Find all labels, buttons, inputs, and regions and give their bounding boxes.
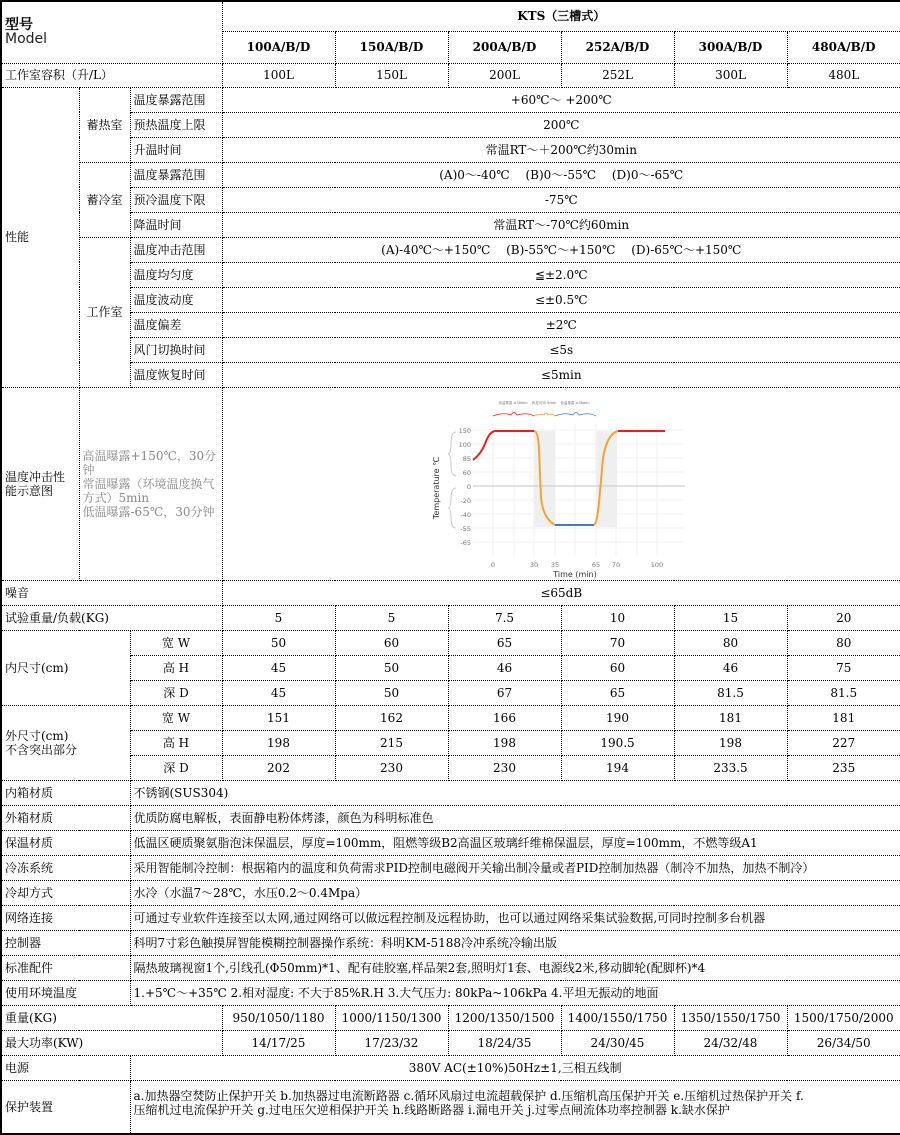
power-value: 14/17/25 xyxy=(222,1030,335,1055)
dim-value: 162 xyxy=(335,705,448,730)
performance-label: 性能 xyxy=(1,87,79,387)
shock-diagram-label: 温度冲击性能示意图 xyxy=(1,387,79,580)
dim-value: 81.5 xyxy=(787,680,900,705)
y-axis-label: Temperature ℃ xyxy=(431,456,441,520)
dim-label: 深 D xyxy=(130,680,222,705)
svg-text:100: 100 xyxy=(650,561,663,569)
perf-row-label: 预热温度上限 xyxy=(130,112,222,137)
spec-value: 优质防腐电解板，表面静电粉体烤漆，颜色为科明标准色 xyxy=(130,805,900,830)
description-line: 常温曝露（环境温度换气方式）5min xyxy=(82,476,215,505)
svg-text:30: 30 xyxy=(529,561,538,569)
spec-value: 隔热玻璃视窗1个,引线孔(Φ50mm)*1、配有硅胶塞,样品架2套,照明灯1套、电源线2米,移动脚轮(配脚杯)*4 xyxy=(130,955,900,980)
inner-size-label: 内尺寸(cm) xyxy=(1,630,130,705)
dim-label: 深 D xyxy=(130,755,222,780)
dim-label: 高 H xyxy=(130,655,222,680)
model-column: 252A/B/D xyxy=(561,31,674,63)
dim-value: 80 xyxy=(787,630,900,655)
spec-label: 外箱材质 xyxy=(1,805,130,830)
model-label-en: Model xyxy=(5,31,48,48)
perf-row-label: 温度波动度 xyxy=(130,287,222,312)
svg-text:60: 60 xyxy=(462,469,471,477)
spec-label: 使用环境温度 xyxy=(1,980,130,1005)
protection-label: 保护装置 xyxy=(1,1080,130,1134)
perf-row-label: 温度恢复时间 xyxy=(130,362,222,387)
svg-text:35: 35 xyxy=(550,561,559,569)
dim-value: 46 xyxy=(674,655,787,680)
weight-value: 1350/1550/1750 xyxy=(674,1005,787,1030)
svg-text:0: 0 xyxy=(466,483,471,491)
dim-value: 166 xyxy=(448,705,561,730)
perf-row-value: 200℃ xyxy=(222,112,900,137)
power-value: 24/32/48 xyxy=(674,1030,787,1055)
perf-row-label: 温度均匀度 xyxy=(130,262,222,287)
spec-value: 科明7寸彩色触摸屏智能模糊控制器操作系统：科明KM-5188冷冲系统冷输出版 xyxy=(130,930,900,955)
weight-value: 1200/1350/1500 xyxy=(448,1005,561,1030)
dim-value: 81.5 xyxy=(674,680,787,705)
perf-row-label: 温度暴露范围 xyxy=(130,162,222,187)
protection-line-1: a.加热器空焚防止保护开关 b.加热器过电流断路器 c.循环风扇过电流超载保护 d.压缩机高压保护开关 e.压缩机过热保护开关 f. xyxy=(133,1088,804,1103)
load-label: 试验重量/负载(KG) xyxy=(1,605,222,630)
svg-text:100: 100 xyxy=(458,441,471,449)
model-header xyxy=(1,1,222,63)
supply-label: 电源 xyxy=(1,1055,130,1080)
weight-value: 1000/1150/1300 xyxy=(335,1005,448,1030)
spec-value: 采用智能制冷控制：根据箱内的温度和负荷需求PID控制电磁阀开关输出制冷量或者PID控制加热器（制冷不加热，加热不制冷） xyxy=(130,855,900,880)
noise-label: 噪音 xyxy=(1,580,222,605)
perf-group-heat: 蓄热室 xyxy=(79,87,130,162)
dim-value: 198 xyxy=(674,730,787,755)
model-label-cn: 型号 xyxy=(5,17,33,34)
dim-value: 65 xyxy=(448,630,561,655)
outer-size-label-line2: 不含突出部分 xyxy=(5,742,78,757)
weight-value: 1500/1750/2000 xyxy=(787,1005,900,1030)
perf-row-value: ±2℃ xyxy=(222,312,900,337)
dim-value: 60 xyxy=(561,655,674,680)
dim-value: 181 xyxy=(674,705,787,730)
dim-value: 50 xyxy=(222,630,335,655)
perf-row-label: 温度冲击范围 xyxy=(130,237,222,262)
perf-row-value: (A)0～-40℃ (B)0～-55℃ (D)0～-65℃ xyxy=(222,162,900,187)
dim-value: 45 xyxy=(222,680,335,705)
volume-value: 252L xyxy=(561,63,674,87)
svg-text:70: 70 xyxy=(611,561,620,569)
weight-value: 950/1050/1180 xyxy=(222,1005,335,1030)
dim-value: 230 xyxy=(448,755,561,780)
dim-value: 235 xyxy=(787,755,900,780)
protection-value xyxy=(130,1080,900,1134)
volume-value: 480L xyxy=(787,63,900,87)
dim-value: 75 xyxy=(787,655,900,680)
load-value: 5 xyxy=(335,605,448,630)
dim-value: 198 xyxy=(222,730,335,755)
outer-size-label xyxy=(1,705,130,780)
dim-value: 67 xyxy=(448,680,561,705)
power-value: 24/30/45 xyxy=(561,1030,674,1055)
dim-value: 46 xyxy=(448,655,561,680)
volume-value: 300L xyxy=(674,63,787,87)
weight-label: 重量(KG) xyxy=(1,1005,222,1030)
perf-row-value: (A)-40℃～+150℃ (B)-55℃～+150℃ (D)-65℃～+150℃ xyxy=(222,237,900,262)
model-column: 100A/B/D xyxy=(222,31,335,63)
volume-label: 工作室容积（升/L） xyxy=(1,63,222,87)
protection-line-2: 压缩机过电流保护开关 g.过电压欠逆相保护开关 h.线路断路器 i.漏电开关 j.过零点闸流体功率控制器 k.缺水保护 xyxy=(133,1102,730,1117)
svg-text:-55: -55 xyxy=(459,525,471,533)
shock-diagram-description xyxy=(79,387,222,580)
model-column: 480A/B/D xyxy=(787,31,900,63)
svg-text:150: 150 xyxy=(458,427,471,435)
svg-text:65: 65 xyxy=(591,561,600,569)
dim-value: 151 xyxy=(222,705,335,730)
dim-value: 230 xyxy=(335,755,448,780)
outer-size-label-line1: 外尺寸(cm) xyxy=(5,728,69,743)
dim-value: 60 xyxy=(335,630,448,655)
volume-value: 200L xyxy=(448,63,561,87)
perf-row-value: ≦±2.0℃ xyxy=(222,262,900,287)
dim-value: 181 xyxy=(787,705,900,730)
dim-value: 215 xyxy=(335,730,448,755)
perf-row-label: 预冷温度下限 xyxy=(130,187,222,212)
perf-row-value: 常温RT～-70℃约60min xyxy=(222,212,900,237)
description-line: 低温曝露-65℃，30分钟 xyxy=(82,504,215,519)
series-title: KTS（三槽式） xyxy=(222,1,900,31)
load-value: 20 xyxy=(787,605,900,630)
dim-value: 65 xyxy=(561,680,674,705)
dim-value: 202 xyxy=(222,755,335,780)
svg-text:-20: -20 xyxy=(459,497,471,505)
spec-label: 保温材质 xyxy=(1,830,130,855)
volume-value: 150L xyxy=(335,63,448,87)
power-value: 18/24/35 xyxy=(448,1030,561,1055)
load-value: 7.5 xyxy=(448,605,561,630)
spec-value: 不锈钢(SUS304) xyxy=(130,780,900,805)
perf-row-value: ≤±0.5℃ xyxy=(222,287,900,312)
load-value: 15 xyxy=(674,605,787,630)
model-column: 300A/B/D xyxy=(674,31,787,63)
dim-value: 190 xyxy=(561,705,674,730)
dim-value: 50 xyxy=(335,680,448,705)
brace-label-recovery: 恢复时间 5min xyxy=(531,401,556,405)
power-label: 最大功率(KW) xyxy=(1,1030,222,1055)
dim-value: 80 xyxy=(674,630,787,655)
perf-row-label: 降温时间 xyxy=(130,212,222,237)
dim-label: 宽 W xyxy=(130,630,222,655)
brace-label-cold: 低温暴露 ≥30min xyxy=(559,401,590,405)
spec-label: 内箱材质 xyxy=(1,780,130,805)
perf-row-value: 常温RT～＋200℃约30min xyxy=(222,137,900,162)
dim-value: 45 xyxy=(222,655,335,680)
dim-value: 198 xyxy=(448,730,561,755)
perf-row-value: +60℃～ +200℃ xyxy=(222,87,900,112)
spec-label: 冷却方式 xyxy=(1,880,130,905)
perf-row-label: 温度暴露范围 xyxy=(130,87,222,112)
svg-text:-65: -65 xyxy=(459,539,471,547)
spec-value: 水冷（水温7～28℃，水压0.2～0.4Mpa） xyxy=(130,880,900,905)
volume-value: 100L xyxy=(222,63,335,87)
dim-value: 227 xyxy=(787,730,900,755)
perf-group-cold: 蓄冷室 xyxy=(79,162,130,237)
brace-label-hot: 高温暴露 ≥30min xyxy=(497,401,528,405)
dim-value: 50 xyxy=(335,655,448,680)
spec-value: 低温区硬质聚氨脂泡沫保温层，厚度=100mm，阻燃等级B2高温区玻璃纤维棉保温层，厚度=100mm，不燃等级A1 xyxy=(130,830,900,855)
svg-text:0: 0 xyxy=(490,561,495,569)
perf-row-label: 升温时间 xyxy=(130,137,222,162)
shock-diagram-cell xyxy=(222,387,900,580)
load-value: 5 xyxy=(222,605,335,630)
supply-value: 380V AC(±10%)50Hz±1,三相五线制 xyxy=(130,1055,900,1080)
dim-label: 高 H xyxy=(130,730,222,755)
spec-label: 标准配件 xyxy=(1,955,130,980)
model-column: 150A/B/D xyxy=(335,31,448,63)
dim-value: 70 xyxy=(561,630,674,655)
spec-value: 1.+5℃～+35℃ 2.相对湿度: 不大于85%R.H 3.大气压力: 80kPa~106kPa 4.平坦无振动的地面 xyxy=(130,980,900,1005)
dim-value: 190.5 xyxy=(561,730,674,755)
temperature-shock-chart xyxy=(423,388,693,579)
svg-text:-40: -40 xyxy=(459,511,471,519)
noise-value: ≤65dB xyxy=(222,580,900,605)
perf-row-value: ≤5s xyxy=(222,337,900,362)
x-axis-label: Time (min) xyxy=(552,570,597,579)
perf-row-label: 温度偏差 xyxy=(130,312,222,337)
model-column: 200A/B/D xyxy=(448,31,561,63)
svg-text:85: 85 xyxy=(462,455,471,463)
power-value: 17/23/32 xyxy=(335,1030,448,1055)
power-value: 26/34/50 xyxy=(787,1030,900,1055)
dim-value: 233.5 xyxy=(674,755,787,780)
spec-label: 网络连接 xyxy=(1,905,130,930)
perf-row-label: 风门切换时间 xyxy=(130,337,222,362)
spec-label: 控制器 xyxy=(1,930,130,955)
perf-row-value: ≤5min xyxy=(222,362,900,387)
perf-row-value: -75℃ xyxy=(222,187,900,212)
spec-label: 冷冻系统 xyxy=(1,855,130,880)
spec-value: 可通过专业软件连接至以太网,通过网络可以做远程控制及远程协助，也可以通过网络采集试验数据,可同时控制多台机器 xyxy=(130,905,900,930)
weight-value: 1400/1550/1750 xyxy=(561,1005,674,1030)
dim-value: 194 xyxy=(561,755,674,780)
description-line: 高温曝露+150℃，30分钟 xyxy=(82,448,217,477)
perf-group-test: 工作室 xyxy=(79,237,130,387)
dim-label: 宽 W xyxy=(130,705,222,730)
load-value: 10 xyxy=(561,605,674,630)
